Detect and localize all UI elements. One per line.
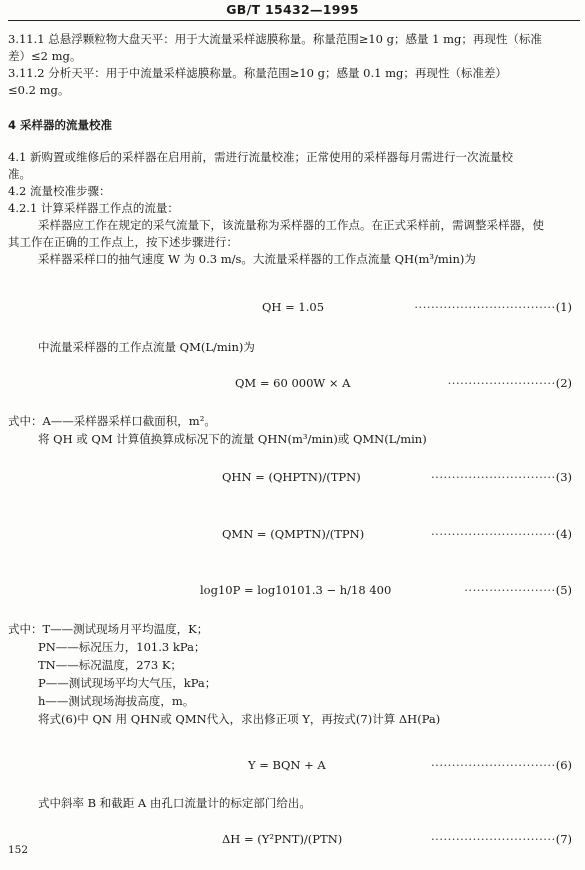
- text-line: 准。: [8, 167, 31, 181]
- text-line: 采样器采样口的抽气速度 W 为 0.3 m/s。大流量采样器的工作点流量 QH(m³/min)为: [38, 252, 476, 266]
- equation-5: log10P = log10101.3 − h/18 400: [200, 583, 392, 597]
- text-line: ≤0.2 mg。: [8, 83, 70, 97]
- section-heading: 4 采样器的流量校准: [8, 118, 113, 132]
- equation-number-3: ······························(3): [431, 470, 572, 484]
- text-line: PN——标况压力，101.3 kPa；: [38, 640, 206, 654]
- equation-4: QMN = (QMPTN)/(TPN): [222, 527, 365, 541]
- equation-7: ΔH = (Y²PNT)/(PTN): [222, 832, 343, 846]
- equation-number-2: ··························(2): [447, 376, 572, 390]
- text-line: 3.11.2 分析天平：用于中流量采样滤膜称量。称量范围≥10 g；感量 0.1 mg；再现性（标准差）: [8, 66, 507, 80]
- text-line: 其工作在正确的工作点上，按下述步骤进行：: [8, 235, 238, 249]
- equation-1: QH = 1.05: [262, 300, 325, 314]
- equation-number-6: ······························(6): [431, 758, 572, 772]
- text-line: 3.11.1 总悬浮颗粒物大盘天平：用于大流量采样滤膜称量。称量范围≥10 g；感量 1 mg；再现性（标准: [8, 32, 542, 46]
- header-rule: [8, 20, 580, 21]
- text-line: 式中斜率 B 和截距 A 由孔口流量计的标定部门给出。: [38, 796, 311, 810]
- text-line: 4.2.1 计算采样器工作点的流量：: [8, 201, 179, 215]
- equation-number-5: ······················(5): [464, 583, 572, 597]
- text-line: 差）≤2 mg。: [8, 49, 82, 63]
- page-number: 152: [8, 844, 29, 856]
- text-line: 将式(6)中 QN 用 QHN或 QMN代入，求出修正项 Y，再按式(7)计算 ΔH(Pa): [38, 712, 441, 726]
- text-line: 中流量采样器的工作点流量 QM(L/min)为: [38, 340, 255, 354]
- text-line: 采样器应工作在规定的采气流量下，该流量称为采样器的工作点。在正式采样前，需调整采样器，使: [38, 218, 544, 232]
- equation-2: QM = 60 000W × A: [235, 376, 351, 390]
- text-line: P——测试现场平均大气压，kPa；: [38, 676, 217, 690]
- text-line: h——测试现场海拔高度，m。: [38, 694, 195, 708]
- equation-3: QHN = (QHPTN)/(TPN): [222, 470, 361, 484]
- equation-number-7: ······························(7): [431, 832, 572, 846]
- equation-number-4: ······························(4): [431, 527, 572, 541]
- text-line: 4.1 新购置或维修后的采样器在启用前，需进行流量校准；正常使用的采样器每月需进行一次流量校: [8, 150, 513, 164]
- text-line: 式中：T——测试现场月平均温度，K；: [8, 622, 209, 636]
- page-header: GB/T 15432—1995: [226, 2, 359, 17]
- text-line: 4.2 流量校准步骤：: [8, 184, 111, 198]
- text-line: 式中：A——采样器采样口截面积，m²。: [8, 414, 216, 428]
- equation-6: Y = BQN + A: [248, 758, 326, 772]
- text-line: 将 QH 或 QM 计算值换算成标况下的流量 QHN(m³/min)或 QMN(L/min): [38, 432, 427, 446]
- equation-number-1: ··································(1): [414, 300, 572, 314]
- text-line: TN——标况温度，273 K；: [38, 658, 182, 672]
